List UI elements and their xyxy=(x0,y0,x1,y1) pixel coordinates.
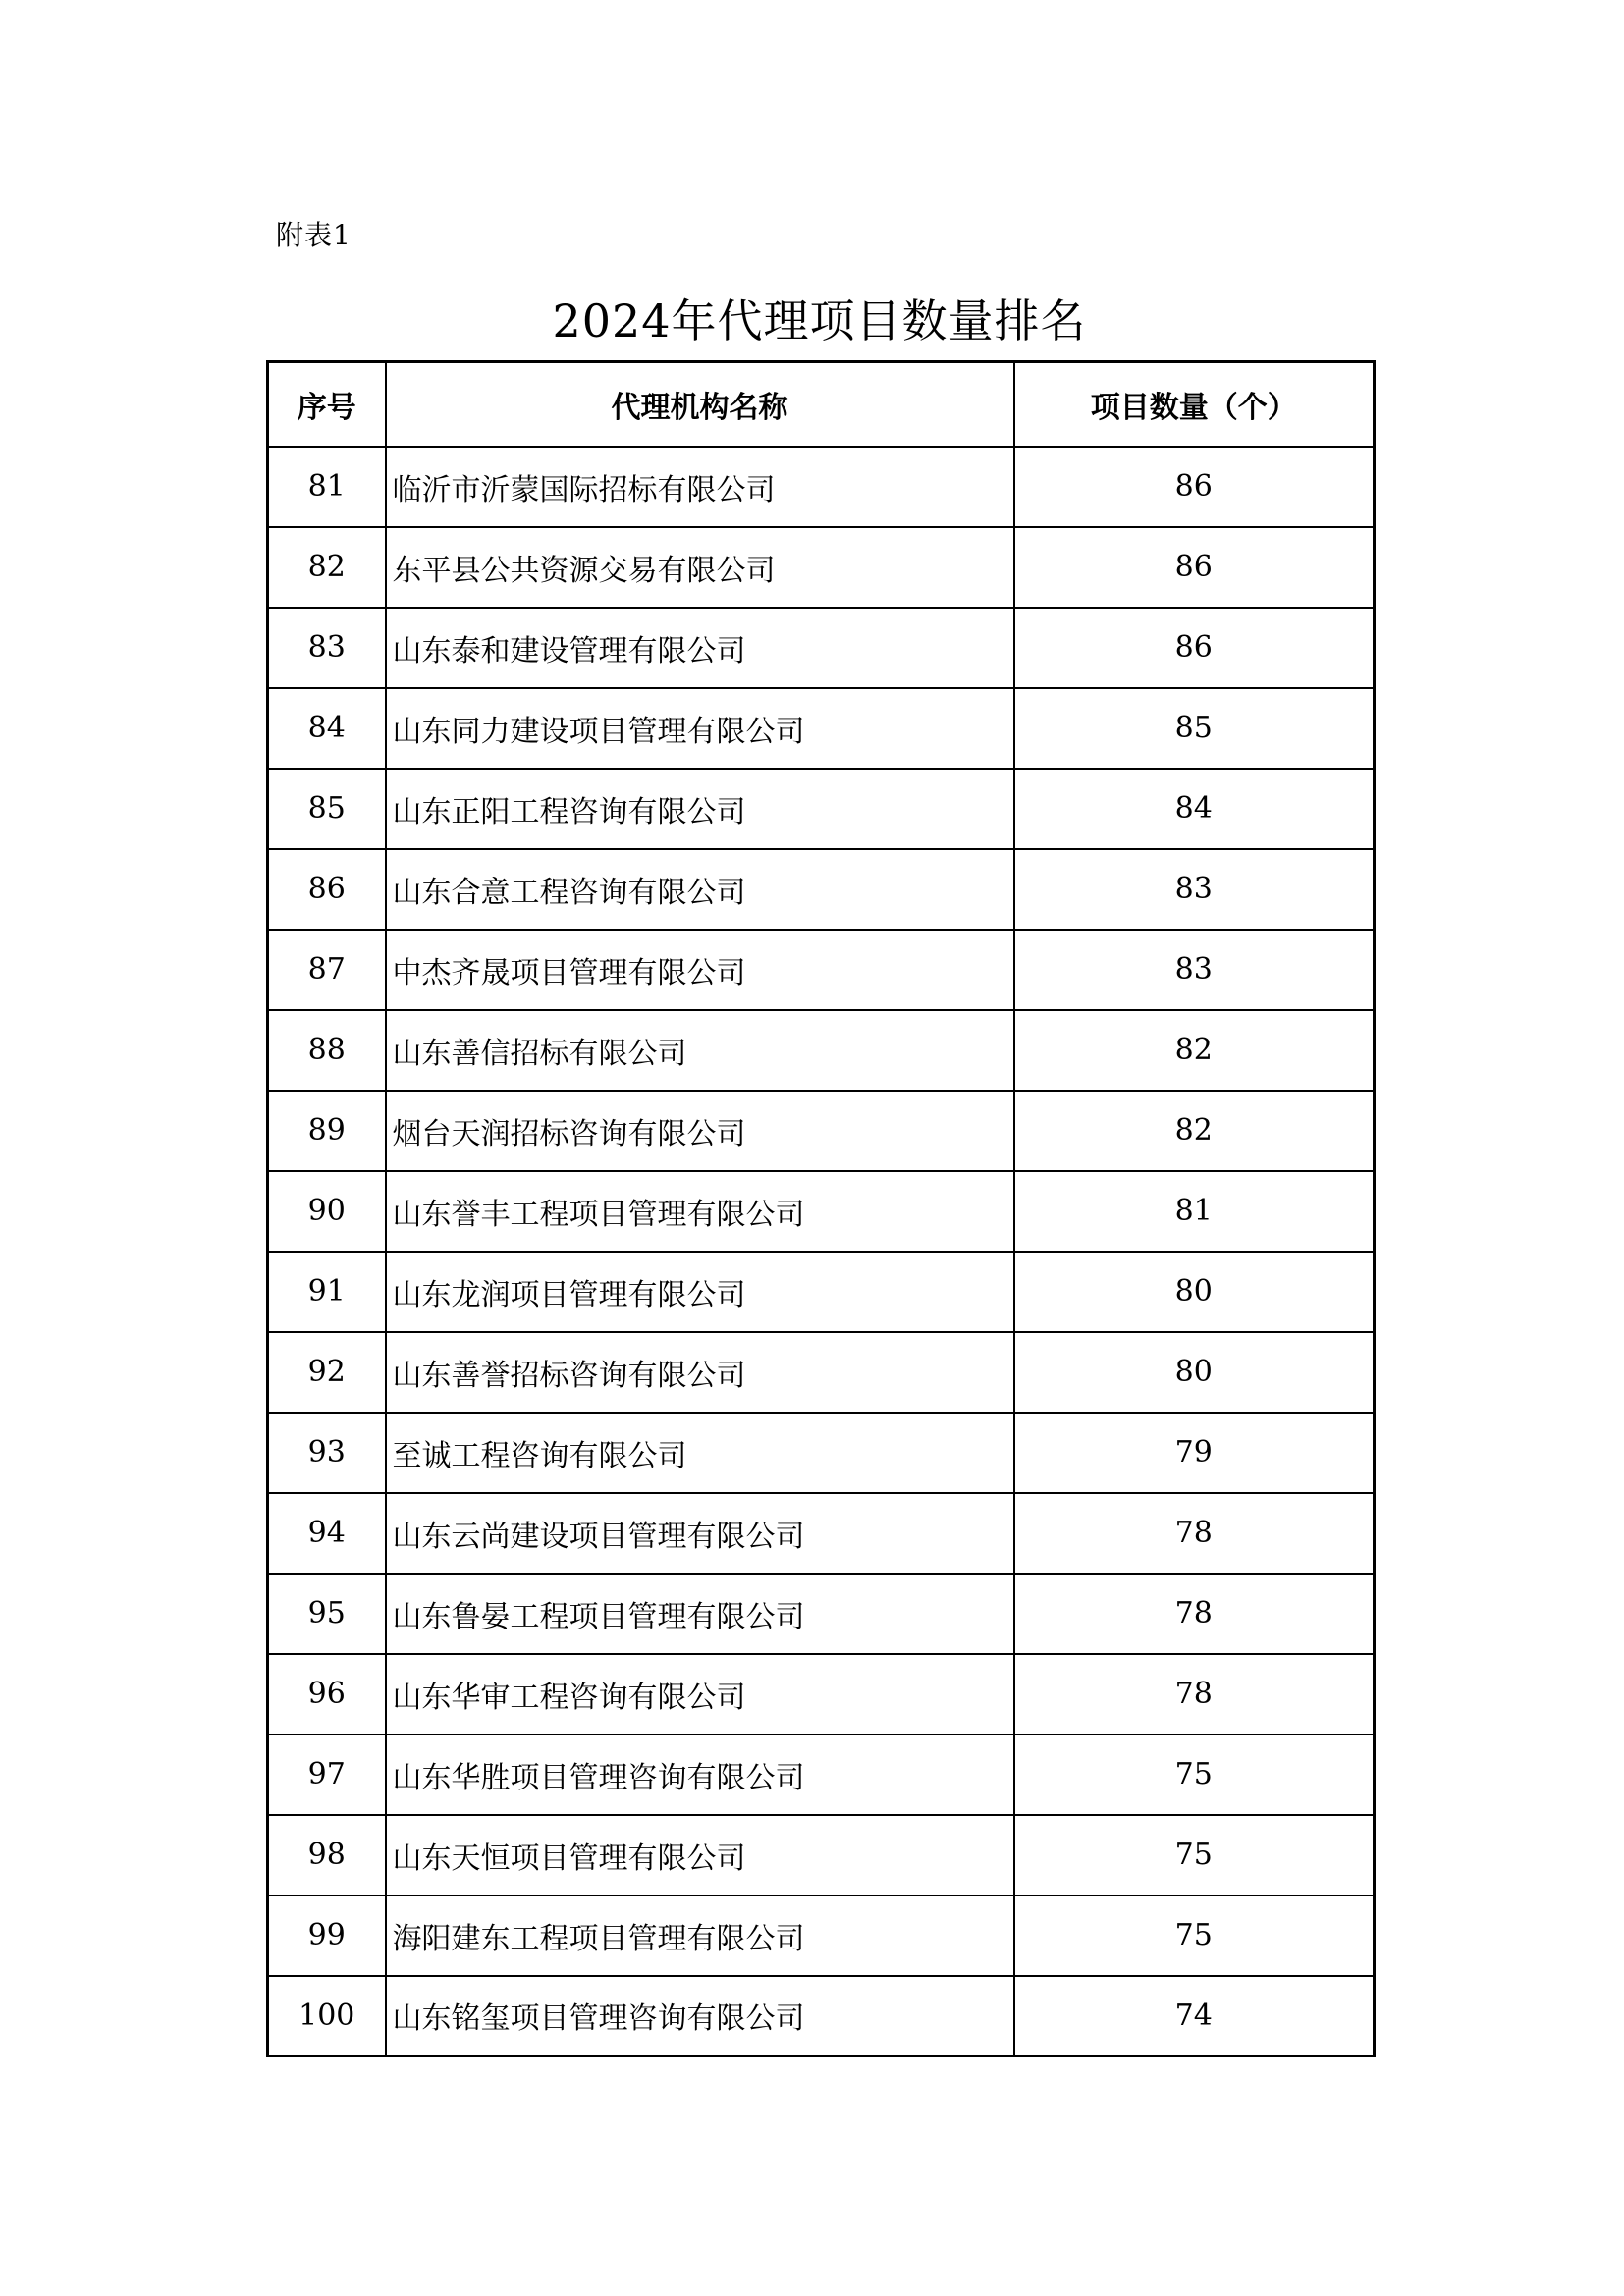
table-row xyxy=(268,447,1375,527)
agency-name-cell: 至诚工程咨询有限公司 xyxy=(386,1413,1014,1493)
table-row xyxy=(268,1413,1375,1493)
table-row xyxy=(268,1010,1375,1091)
rank-cell: 87 xyxy=(268,930,386,1010)
project-count-cell: 86 xyxy=(1014,447,1375,527)
table-row xyxy=(268,1735,1375,1815)
project-count-cell: 85 xyxy=(1014,688,1375,769)
agency-name-cell: 东平县公共资源交易有限公司 xyxy=(386,527,1014,608)
rank-cell: 84 xyxy=(268,688,386,769)
agency-name-cell: 山东鲁晏工程项目管理有限公司 xyxy=(386,1574,1014,1654)
agency-name-cell: 中杰齐晟项目管理有限公司 xyxy=(386,930,1014,1010)
rank-cell: 81 xyxy=(268,447,386,527)
table-row xyxy=(268,608,1375,688)
project-count-cell: 80 xyxy=(1014,1332,1375,1413)
rank-cell: 92 xyxy=(268,1332,386,1413)
project-count-cell: 82 xyxy=(1014,1010,1375,1091)
table-body xyxy=(268,447,1375,2056)
table-row xyxy=(268,769,1375,849)
table-header-row xyxy=(268,362,1375,447)
agency-name-cell: 山东同力建设项目管理有限公司 xyxy=(386,688,1014,769)
table-row xyxy=(268,930,1375,1010)
agency-name-cell: 山东天恒项目管理有限公司 xyxy=(386,1815,1014,1896)
header-agency-name: 代理机构名称 xyxy=(386,362,1014,447)
rank-cell: 89 xyxy=(268,1091,386,1171)
project-count-cell: 84 xyxy=(1014,769,1375,849)
project-count-cell: 78 xyxy=(1014,1654,1375,1735)
project-count-cell: 86 xyxy=(1014,527,1375,608)
table-row xyxy=(268,527,1375,608)
rank-cell: 96 xyxy=(268,1654,386,1735)
rank-cell: 82 xyxy=(268,527,386,608)
ranking-table xyxy=(266,360,1376,2057)
table-row xyxy=(268,1574,1375,1654)
table-row xyxy=(268,1332,1375,1413)
rank-cell: 88 xyxy=(268,1010,386,1091)
table-row xyxy=(268,1976,1375,2056)
rank-cell: 85 xyxy=(268,769,386,849)
project-count-cell: 79 xyxy=(1014,1413,1375,1493)
table-row xyxy=(268,1091,1375,1171)
rank-cell: 98 xyxy=(268,1815,386,1896)
project-count-cell: 78 xyxy=(1014,1493,1375,1574)
agency-name-cell: 山东正阳工程咨询有限公司 xyxy=(386,769,1014,849)
project-count-cell: 86 xyxy=(1014,608,1375,688)
agency-name-cell: 山东铭玺项目管理咨询有限公司 xyxy=(386,1976,1014,2056)
agency-name-cell: 山东云尚建设项目管理有限公司 xyxy=(386,1493,1014,1574)
rank-cell: 91 xyxy=(268,1252,386,1332)
rank-cell: 94 xyxy=(268,1493,386,1574)
rank-cell: 100 xyxy=(268,1976,386,2056)
project-count-cell: 83 xyxy=(1014,930,1375,1010)
table-row xyxy=(268,1654,1375,1735)
table-row xyxy=(268,1252,1375,1332)
project-count-cell: 82 xyxy=(1014,1091,1375,1171)
agency-name-cell: 山东华审工程咨询有限公司 xyxy=(386,1654,1014,1735)
agency-name-cell: 山东善誉招标咨询有限公司 xyxy=(386,1332,1014,1413)
rank-cell: 95 xyxy=(268,1574,386,1654)
project-count-cell: 74 xyxy=(1014,1976,1375,2056)
project-count-cell: 78 xyxy=(1014,1574,1375,1654)
agency-name-cell: 山东誉丰工程项目管理有限公司 xyxy=(386,1171,1014,1252)
agency-name-cell: 海阳建东工程项目管理有限公司 xyxy=(386,1896,1014,1976)
header-rank: 序号 xyxy=(268,362,386,447)
rank-cell: 99 xyxy=(268,1896,386,1976)
project-count-cell: 83 xyxy=(1014,849,1375,930)
rank-cell: 93 xyxy=(268,1413,386,1493)
table-row xyxy=(268,1815,1375,1896)
project-count-cell: 75 xyxy=(1014,1735,1375,1815)
agency-name-cell: 山东龙润项目管理有限公司 xyxy=(386,1252,1014,1332)
project-count-cell: 81 xyxy=(1014,1171,1375,1252)
project-count-cell: 80 xyxy=(1014,1252,1375,1332)
project-count-cell: 75 xyxy=(1014,1896,1375,1976)
agency-name-cell: 山东华胜项目管理咨询有限公司 xyxy=(386,1735,1014,1815)
table-row xyxy=(268,1493,1375,1574)
header-project-count: 项目数量（个） xyxy=(1014,362,1375,447)
table-row xyxy=(268,1171,1375,1252)
attachment-label: 附表1 xyxy=(276,219,352,251)
table-row xyxy=(268,849,1375,930)
project-count-cell: 75 xyxy=(1014,1815,1375,1896)
agency-name-cell: 临沂市沂蒙国际招标有限公司 xyxy=(386,447,1014,527)
rank-cell: 97 xyxy=(268,1735,386,1815)
table-row xyxy=(268,1896,1375,1976)
agency-name-cell: 山东泰和建设管理有限公司 xyxy=(386,608,1014,688)
rank-cell: 90 xyxy=(268,1171,386,1252)
agency-name-cell: 山东合意工程咨询有限公司 xyxy=(386,849,1014,930)
table-row xyxy=(268,688,1375,769)
agency-name-cell: 烟台天润招标咨询有限公司 xyxy=(386,1091,1014,1171)
agency-name-cell: 山东善信招标有限公司 xyxy=(386,1010,1014,1091)
page-title: 2024年代理项目数量排名 xyxy=(552,294,1087,347)
rank-cell: 86 xyxy=(268,849,386,930)
rank-cell: 83 xyxy=(268,608,386,688)
